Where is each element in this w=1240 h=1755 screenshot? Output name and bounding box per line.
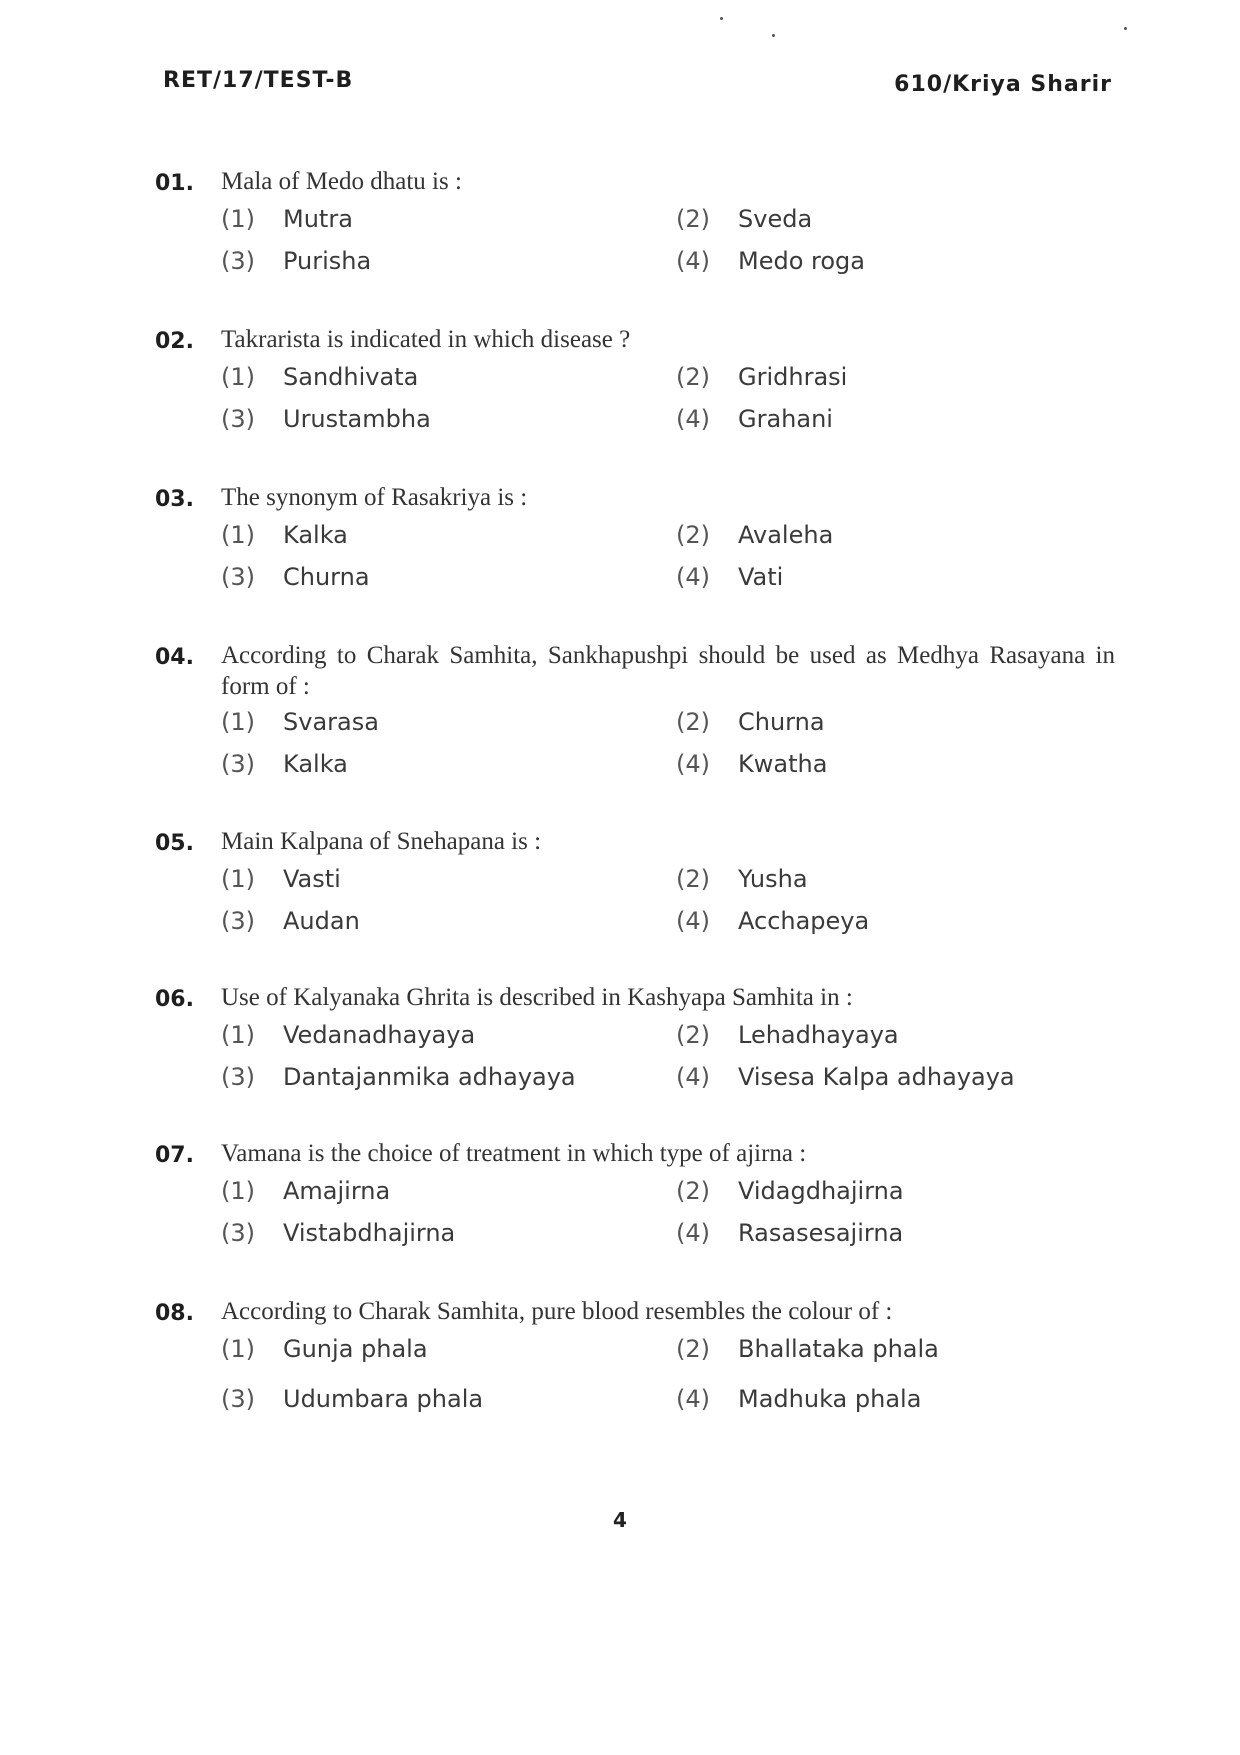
question-number: 06. — [155, 987, 194, 1012]
header-test-code: RET/17/TEST-B — [163, 68, 354, 93]
option-text: Gunja phala — [283, 1335, 428, 1363]
options-grid — [221, 1021, 1115, 1095]
option-number: (1) — [221, 1177, 255, 1205]
option-number: (2) — [676, 1021, 710, 1049]
options-grid — [221, 205, 1115, 279]
question-text: Takrarista is indicated in which disease ? — [221, 326, 631, 353]
question-text: According to Charak Samhita, pure blood resembles the colour of : — [221, 1298, 893, 1325]
option-number: (3) — [221, 750, 255, 778]
option-number: (3) — [221, 1385, 255, 1413]
option-number: (4) — [676, 750, 710, 778]
question-number: 02. — [155, 329, 194, 354]
option-text: Rasasesajirna — [738, 1219, 904, 1247]
option-number: (4) — [676, 1219, 710, 1247]
question-07 — [155, 1138, 1115, 1251]
option-2 — [676, 521, 1131, 553]
option-3 — [221, 1219, 676, 1251]
option-3 — [221, 1063, 676, 1095]
option-text: Avaleha — [738, 521, 834, 549]
option-text: Churna — [283, 563, 370, 591]
option-number: (4) — [676, 405, 710, 433]
option-text: Svarasa — [283, 708, 379, 736]
option-4 — [676, 563, 1131, 595]
option-4 — [676, 907, 1131, 939]
question-number: 03. — [155, 487, 194, 512]
option-1 — [221, 1021, 676, 1053]
option-number: (1) — [221, 363, 255, 391]
option-text: Vati — [738, 563, 784, 591]
option-text: Churna — [738, 708, 825, 736]
option-number: (2) — [676, 1177, 710, 1205]
option-text: Gridhrasi — [738, 363, 848, 391]
option-text: Amajirna — [283, 1177, 391, 1205]
question-number: 01. — [155, 171, 194, 196]
question-01 — [155, 166, 1115, 279]
option-2 — [676, 205, 1131, 237]
question-08 — [155, 1296, 1115, 1417]
option-text: Bhallataka phala — [738, 1335, 939, 1363]
option-number: (3) — [221, 1219, 255, 1247]
options-grid — [221, 865, 1115, 939]
question-03 — [155, 482, 1115, 595]
question-text: According to Charak Samhita, Sankhapushpi should be used as Medhya Rasayana in form of : — [221, 642, 1115, 700]
option-text: Kalka — [283, 750, 348, 778]
option-number: (2) — [676, 708, 710, 736]
option-number: (3) — [221, 247, 255, 275]
option-text: Dantajanmika adhayaya — [283, 1063, 576, 1091]
question-05 — [155, 826, 1115, 939]
option-number: (3) — [221, 563, 255, 591]
option-3 — [221, 750, 676, 782]
option-text: Sandhivata — [283, 363, 419, 391]
option-4 — [676, 1219, 1131, 1251]
option-number: (1) — [221, 865, 255, 893]
option-3 — [221, 563, 676, 595]
options-grid — [221, 363, 1115, 437]
option-number: (3) — [221, 405, 255, 433]
question-number: 05. — [155, 831, 194, 856]
question-06 — [155, 982, 1115, 1095]
option-3 — [221, 1385, 676, 1417]
option-number: (2) — [676, 363, 710, 391]
option-text: Vidagdhajirna — [738, 1177, 904, 1205]
option-number: (1) — [221, 205, 255, 233]
options-grid — [221, 1177, 1115, 1251]
option-text: Grahani — [738, 405, 833, 433]
option-number: (4) — [676, 1063, 710, 1091]
question-text: Vamana is the choice of treatment in which type of ajirna : — [221, 1140, 807, 1167]
option-number: (2) — [676, 205, 710, 233]
option-text: Mutra — [283, 205, 353, 233]
option-1 — [221, 363, 676, 395]
options-grid — [221, 1335, 1115, 1417]
option-2 — [676, 1177, 1131, 1209]
option-2 — [676, 1335, 1131, 1367]
option-text: Visesa Kalpa adhayaya — [738, 1063, 1015, 1091]
option-text: Acchapeya — [738, 907, 870, 935]
option-number: (1) — [221, 708, 255, 736]
option-text: Audan — [283, 907, 360, 935]
option-number: (4) — [676, 563, 710, 591]
question-02 — [155, 324, 1115, 437]
option-number: (1) — [221, 521, 255, 549]
option-text: Lehadhayaya — [738, 1021, 899, 1049]
option-1 — [221, 1177, 676, 1209]
option-text: Purisha — [283, 247, 372, 275]
option-3 — [221, 907, 676, 939]
option-1 — [221, 205, 676, 237]
option-4 — [676, 247, 1131, 279]
scan-speck — [1124, 27, 1127, 30]
options-grid — [221, 521, 1115, 595]
option-3 — [221, 405, 676, 437]
option-text: Udumbara phala — [283, 1385, 484, 1413]
question-number: 08. — [155, 1301, 194, 1326]
option-text: Urustambha — [283, 405, 431, 433]
option-1 — [221, 865, 676, 897]
option-text: Yusha — [738, 865, 808, 893]
option-number: (1) — [221, 1335, 255, 1363]
option-number: (2) — [676, 1335, 710, 1363]
option-number: (3) — [221, 1063, 255, 1091]
option-number: (4) — [676, 247, 710, 275]
option-text: Sveda — [738, 205, 813, 233]
option-1 — [221, 708, 676, 740]
page-number: 4 — [613, 1508, 627, 1532]
option-text: Kwatha — [738, 750, 828, 778]
question-text: Mala of Medo dhatu is : — [221, 168, 462, 195]
option-4 — [676, 750, 1131, 782]
scan-speck — [720, 17, 723, 20]
option-4 — [676, 1063, 1131, 1095]
option-number: (1) — [221, 1021, 255, 1049]
option-1 — [221, 521, 676, 553]
option-number: (4) — [676, 907, 710, 935]
option-text: Medo roga — [738, 247, 865, 275]
option-number: (4) — [676, 1385, 710, 1413]
header-subject: 610/Kriya Sharir — [894, 72, 1112, 97]
option-1 — [221, 1335, 676, 1367]
question-text: The synonym of Rasakriya is : — [221, 484, 528, 511]
option-2 — [676, 1021, 1131, 1053]
option-number: (3) — [221, 907, 255, 935]
question-04 — [155, 640, 1115, 782]
option-3 — [221, 247, 676, 279]
option-2 — [676, 708, 1131, 740]
question-number: 04. — [155, 645, 194, 670]
option-number: (2) — [676, 865, 710, 893]
option-2 — [676, 865, 1131, 897]
question-text: Use of Kalyanaka Ghrita is described in Kashyapa Samhita in : — [221, 984, 853, 1011]
option-text: Vasti — [283, 865, 341, 893]
option-number: (2) — [676, 521, 710, 549]
options-grid — [221, 708, 1115, 782]
option-4 — [676, 405, 1131, 437]
question-number: 07. — [155, 1143, 194, 1168]
option-4 — [676, 1385, 1131, 1417]
option-text: Vedanadhayaya — [283, 1021, 476, 1049]
option-text: Madhuka phala — [738, 1385, 922, 1413]
question-text: Main Kalpana of Snehapana is : — [221, 828, 542, 855]
option-2 — [676, 363, 1131, 395]
option-text: Vistabdhajirna — [283, 1219, 456, 1247]
option-text: Kalka — [283, 521, 348, 549]
scan-speck — [772, 34, 775, 37]
